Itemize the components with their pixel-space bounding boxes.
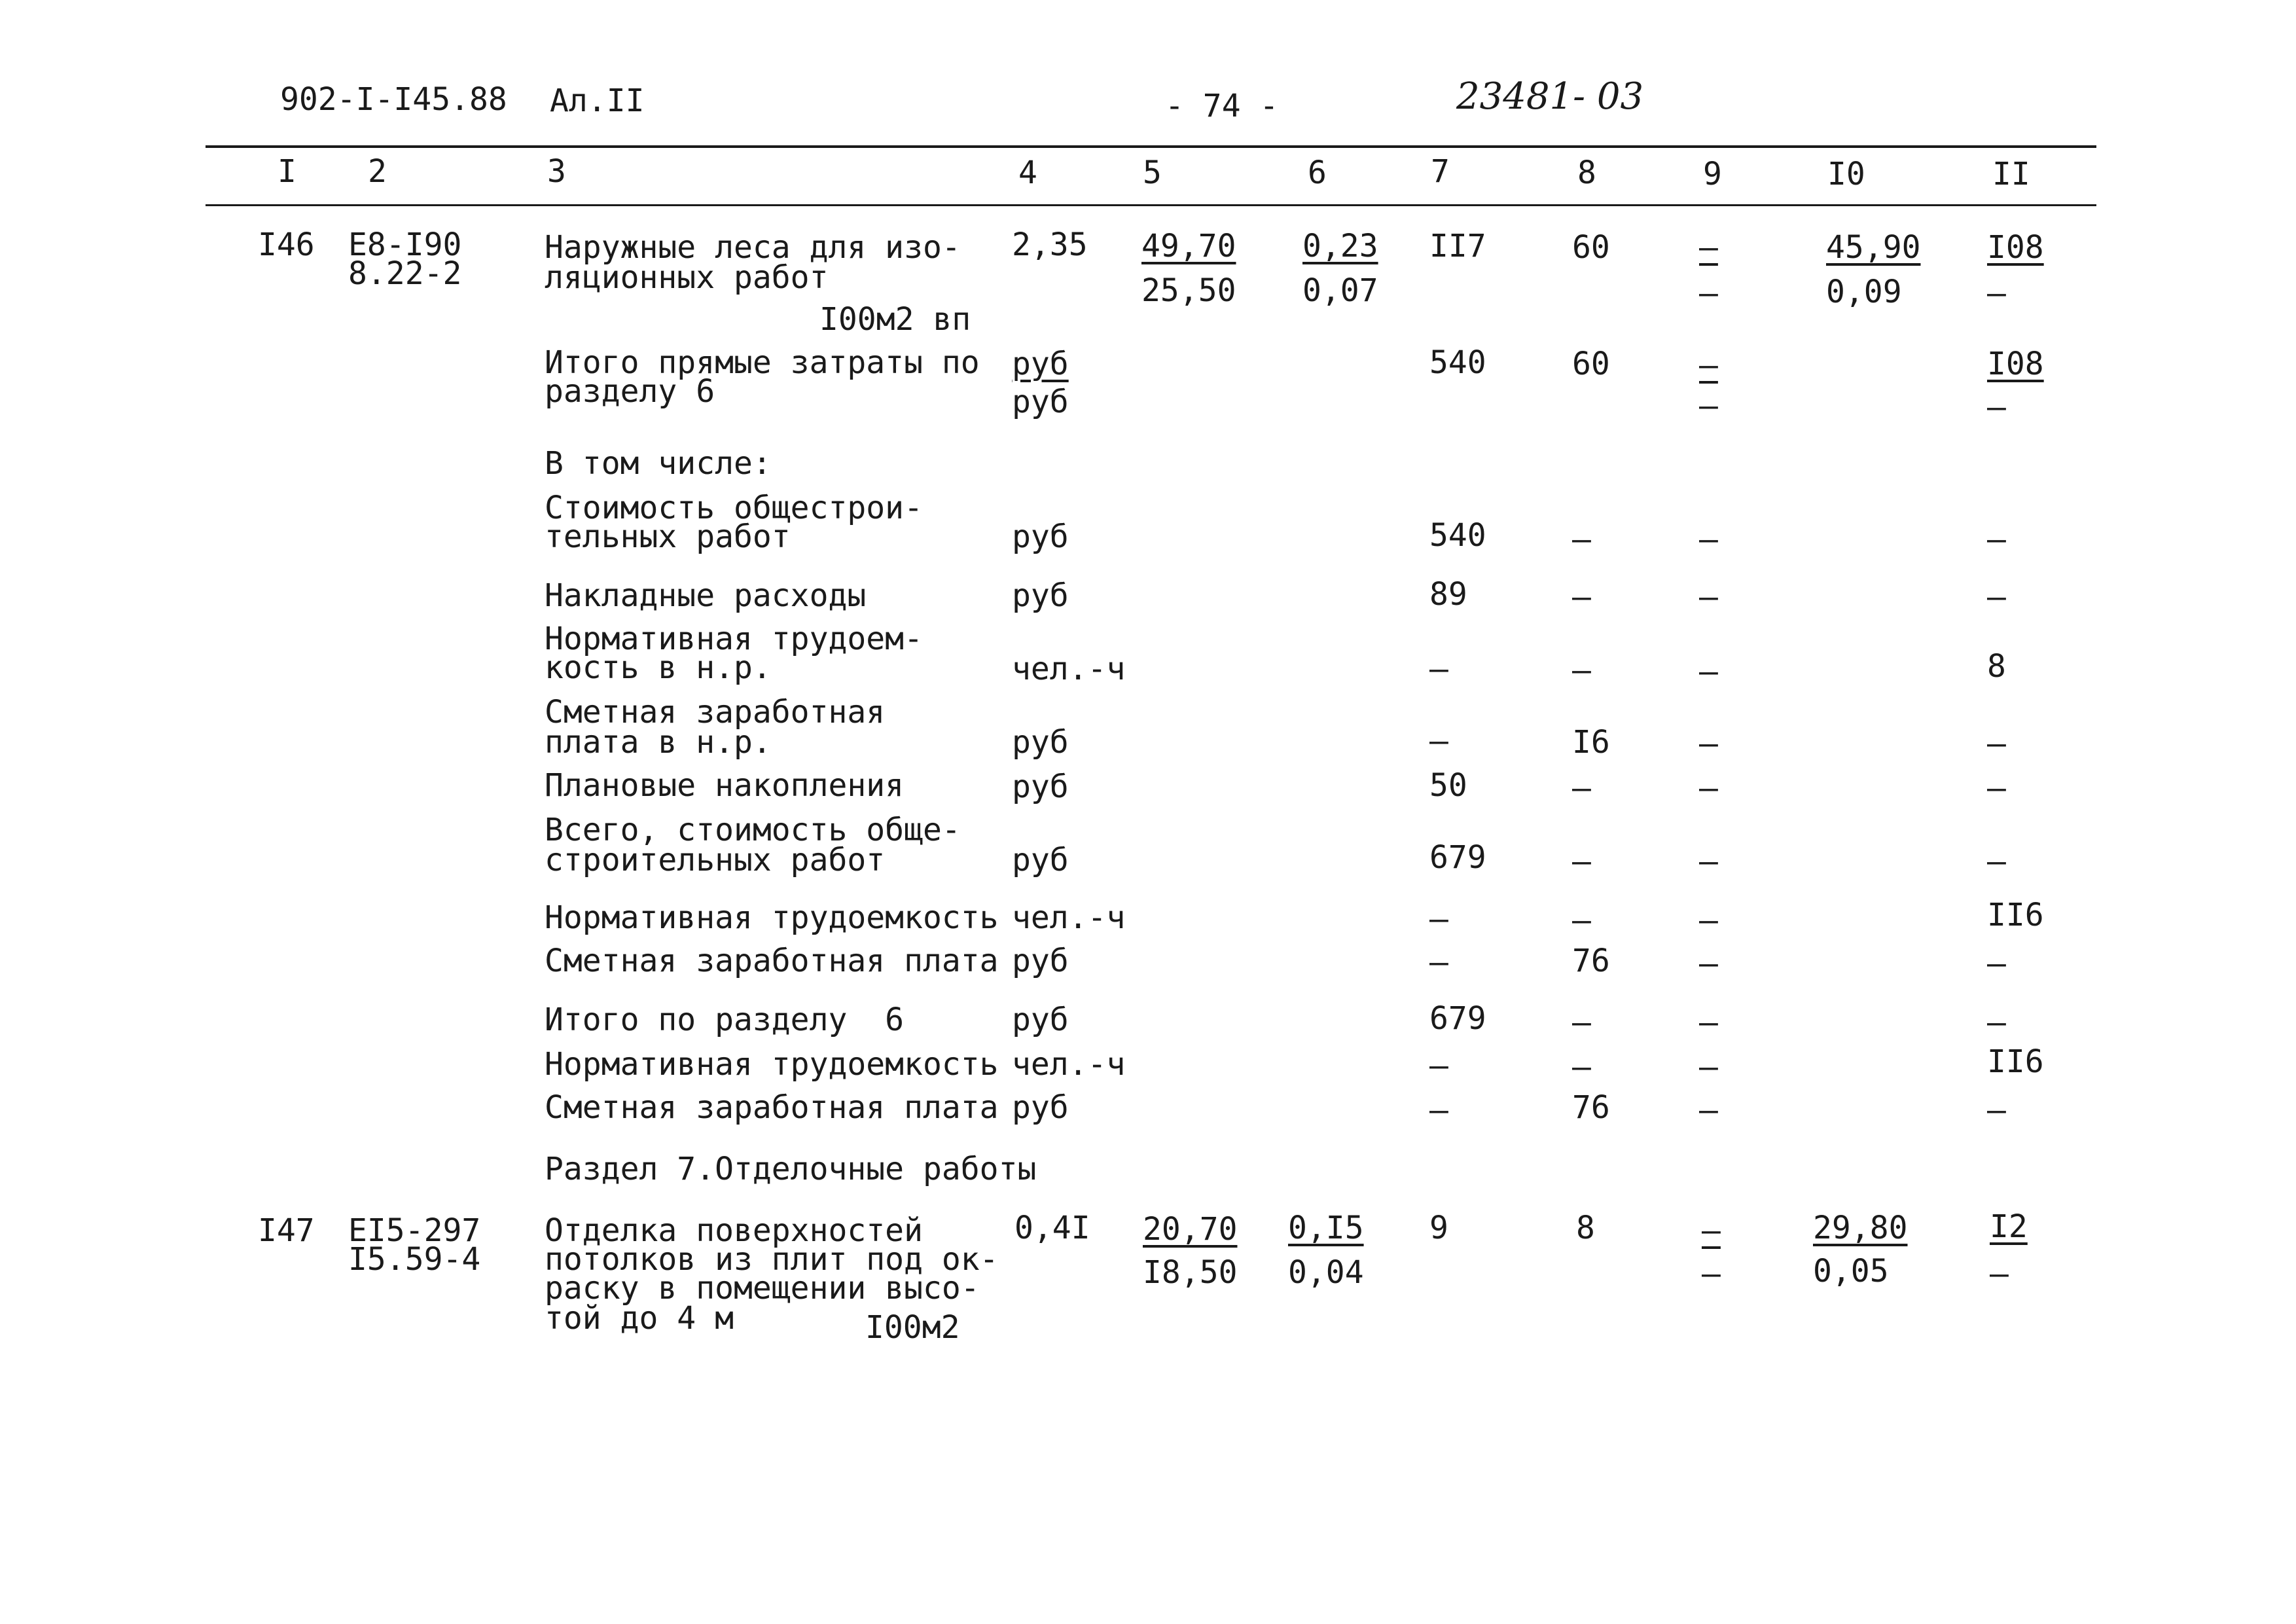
row-col9: – — [1699, 1004, 1718, 1041]
machine-labor-per-unit: 0,05 — [1813, 1253, 1889, 1290]
section-title: Раздел 7.Отделочные работы — [545, 1151, 1037, 1187]
column-header: 2 — [368, 153, 387, 190]
row-label: Итого по разделу 6 — [545, 1001, 905, 1038]
row-col7: 89 — [1429, 576, 1467, 613]
row-col8: 76 — [1572, 943, 1610, 979]
row-col9: – — [1699, 579, 1718, 615]
row-col8: – — [1572, 843, 1591, 880]
row-label: Накладные расходы — [545, 577, 867, 614]
row-col11: – — [1987, 945, 2006, 982]
row-label: Сметная заработная плата — [545, 943, 999, 979]
column-header: 3 — [547, 153, 566, 190]
row-col9: – — [1699, 725, 1718, 762]
row-col9: – — [1699, 1049, 1718, 1085]
row-label: тельных работ — [545, 518, 791, 555]
row-col11: – — [1987, 843, 2006, 880]
unit-cost-total: 20,70 — [1143, 1211, 1238, 1248]
row-number: I47 — [258, 1212, 315, 1249]
including-heading: В том числе: — [545, 445, 772, 482]
work-description: разделу 6 — [545, 373, 715, 410]
labor-total: I08 — [1987, 229, 2044, 266]
row-unit: руб — [1012, 518, 1069, 555]
row-col9: – — [1699, 945, 1718, 982]
row-label: плата в н.р. — [545, 724, 772, 761]
column-header: 5 — [1143, 154, 1162, 191]
total-machine-wages: – — [1702, 1255, 1721, 1292]
labor-per-unit: 45,90 — [1826, 229, 1921, 266]
unit-cost-machines: 0,23 — [1302, 228, 1378, 264]
total-machines: – — [1702, 1212, 1721, 1249]
row-col11: II6 — [1987, 1043, 2044, 1080]
row-col11: – — [1987, 1004, 2006, 1041]
unit-cost-total: 49,70 — [1141, 228, 1236, 264]
row-col8: – — [1572, 1049, 1591, 1085]
row-col11: II6 — [1987, 897, 2044, 933]
row-col8: – — [1572, 770, 1591, 806]
row-col9: – — [1699, 902, 1718, 939]
unit-cost-wages: I8,50 — [1143, 1254, 1238, 1291]
unit-cost-machines: 0,I5 — [1288, 1210, 1364, 1246]
row-col7: 679 — [1429, 1000, 1486, 1037]
column-header: 9 — [1703, 156, 1722, 192]
total-wages: 60 — [1572, 346, 1610, 382]
total-cost: 540 — [1429, 344, 1486, 381]
row-col8: 76 — [1572, 1089, 1610, 1126]
labor-total: I2 — [1990, 1208, 2028, 1245]
column-header: 8 — [1577, 154, 1596, 191]
machine-labor-total: – — [1987, 275, 2006, 312]
row-col9: – — [1699, 843, 1718, 880]
unit-cost-machine-wages: 0,04 — [1288, 1254, 1364, 1291]
unit-cost-machine-wages: 0,07 — [1302, 272, 1378, 309]
row-unit: руб — [1012, 1001, 1069, 1038]
column-header: I — [278, 153, 296, 190]
quantity: 0,4I — [1014, 1210, 1090, 1246]
row-col8: I6 — [1572, 724, 1610, 761]
row-col11: – — [1987, 725, 2006, 762]
machine-labor-total: – — [1987, 389, 2006, 425]
column-header: 7 — [1431, 153, 1450, 190]
row-label: Нормативная трудоемкость — [545, 1046, 999, 1083]
row-label: Всего, стоимость обще- — [545, 812, 961, 848]
row-label: Нормативная трудоем- — [545, 621, 923, 657]
row-col8: – — [1572, 652, 1591, 689]
row-col7: – — [1429, 901, 1448, 937]
row-col8: – — [1572, 902, 1591, 939]
table-header-rule — [206, 204, 2096, 206]
row-col7: 50 — [1429, 767, 1467, 804]
labor-per-unit: 29,80 — [1813, 1210, 1908, 1246]
work-description: Отделка поверхностей — [545, 1212, 923, 1249]
row-col11: – — [1987, 521, 2006, 558]
work-description: раску в помещении высо- — [545, 1270, 980, 1307]
row-col7: – — [1429, 651, 1448, 687]
work-description: той до 4 м — [545, 1300, 734, 1337]
row-col9: – — [1699, 653, 1718, 690]
row-col7: – — [1429, 1047, 1448, 1084]
rate-code: I5.59-4 — [348, 1241, 481, 1278]
unit-of-measure: I00м2 — [865, 1309, 960, 1346]
row-label: кость в н.р. — [545, 649, 772, 686]
total-cost: II7 — [1429, 228, 1486, 264]
machine-labor-total: – — [1990, 1255, 2009, 1292]
row-unit: руб — [1012, 1089, 1069, 1126]
column-header: I0 — [1827, 156, 1865, 192]
handwritten-number: 23481- 03 — [1456, 75, 1644, 118]
total-cost: 9 — [1429, 1210, 1448, 1246]
labor-total: I08 — [1987, 346, 2044, 382]
album-number: Ал.II — [550, 82, 645, 119]
row-label: Нормативная трудоемкость — [545, 899, 999, 936]
unit-of-measure: руб — [1012, 346, 1069, 382]
row-unit: руб — [1012, 724, 1069, 761]
column-header: II — [1992, 156, 2030, 192]
row-unit: чел.-ч — [1012, 1046, 1126, 1083]
work-description: ляционных работ — [545, 259, 829, 296]
row-unit: чел.-ч — [1012, 899, 1126, 936]
total-wages: 8 — [1576, 1210, 1595, 1246]
row-unit: руб — [1012, 842, 1069, 878]
work-description: потолков из плит под ок- — [545, 1241, 999, 1278]
row-unit: руб — [1012, 943, 1069, 979]
row-col9: – — [1699, 1092, 1718, 1128]
rate-code: EI5-297 — [348, 1212, 481, 1249]
unit-of-measure: I00м2 вп — [819, 301, 971, 338]
row-col7: – — [1429, 723, 1448, 759]
work-description: Наружные леса для изо- — [545, 229, 961, 266]
row-unit: руб — [1012, 768, 1069, 805]
row-label: Сметная заработная плата — [545, 1089, 999, 1126]
row-label: Плановые накопления — [545, 767, 905, 804]
row-col9: – — [1699, 521, 1718, 558]
page-number: - 74 - — [1165, 88, 1279, 124]
total-wages: 60 — [1572, 229, 1610, 266]
unit-cost-wages: 25,50 — [1141, 272, 1236, 309]
table-top-rule — [206, 145, 2096, 148]
row-label: строительных работ — [545, 842, 886, 878]
row-col11: – — [1987, 1092, 2006, 1128]
row-col7: – — [1429, 944, 1448, 981]
work-description: Итого прямые затраты по — [545, 344, 980, 381]
total-machines: – — [1699, 229, 1718, 266]
row-col7: – — [1429, 1092, 1448, 1128]
row-col8: – — [1572, 1004, 1591, 1041]
row-label: Стоимость общестрои- — [545, 490, 923, 526]
row-col7: 679 — [1429, 839, 1486, 876]
machine-labor-per-unit: 0,09 — [1826, 274, 1902, 310]
unit-of-measure: руб — [1012, 384, 1069, 420]
row-number: I46 — [258, 226, 315, 263]
quantity: 2,35 — [1012, 226, 1088, 263]
row-col9: – — [1699, 770, 1718, 806]
total-machine-wages: – — [1699, 275, 1718, 312]
row-label: Сметная заработная — [545, 694, 886, 731]
row-unit: чел.-ч — [1012, 651, 1126, 687]
rate-code: E8-I90 — [348, 226, 462, 263]
row-col11: 8 — [1987, 648, 2006, 685]
row-col8: – — [1572, 521, 1591, 558]
row-col7: 540 — [1429, 517, 1486, 554]
row-col11: – — [1987, 579, 2006, 615]
row-col8: – — [1572, 579, 1591, 615]
column-header: 4 — [1018, 154, 1037, 191]
document-code: 902-I-I45.88 — [280, 81, 507, 118]
row-col11: – — [1987, 770, 2006, 806]
rate-code: 8.22-2 — [348, 255, 462, 292]
total-machine-wages: – — [1699, 388, 1718, 424]
total-machines: – — [1699, 347, 1718, 384]
row-unit: руб — [1012, 577, 1069, 614]
column-header: 6 — [1308, 154, 1327, 191]
